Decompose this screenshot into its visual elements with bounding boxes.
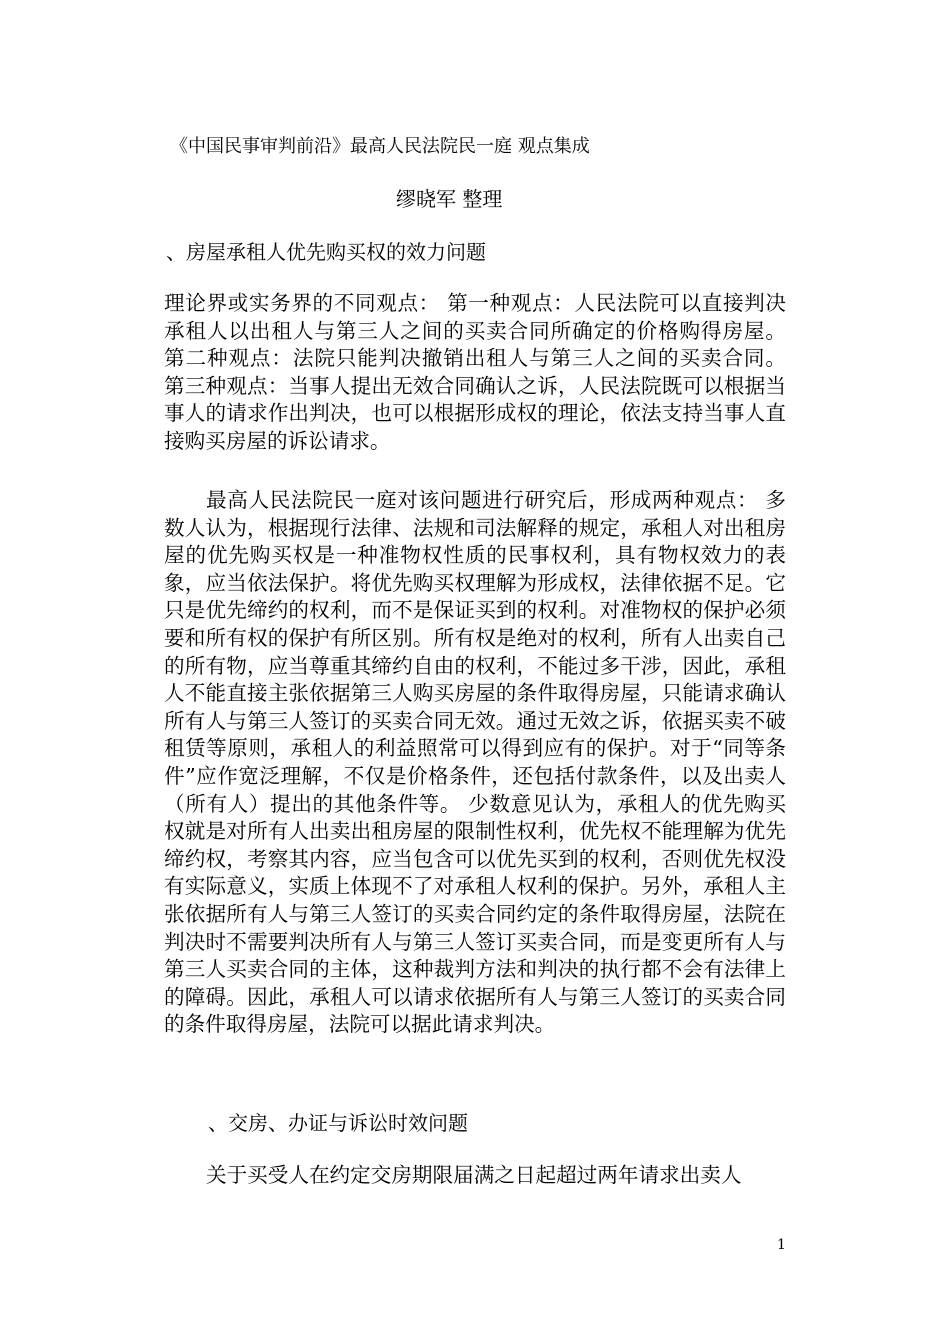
page-number: 1 <box>777 1237 786 1253</box>
section-heading-2: 、交房、办证与诉讼时效问题 <box>208 1111 468 1135</box>
paragraph-delivery: 关于买受人在约定交房期限届满之日起超过两年请求出卖人 <box>206 1163 742 1187</box>
document-author: 缪晓军 整理 <box>396 187 503 211</box>
section-heading-1: 、房屋承租人优先购买权的效力问题 <box>166 240 486 264</box>
document-title: 《中国民事审判前沿》最高人民法院民一庭 观点集成 <box>170 136 590 157</box>
paragraph-opinions: 理论界或实务界的不同观点： 第一种观点：人民法院可以直接判决承租人以出租人与第三人之间的买卖合同所确定的价格购得房屋。 第二种观点：法院只能判决撤销出租人与第三人之间的买卖合同。 第三种观点：当事人提出无效合同确认之诉，人民法院既可以根据当事人的请求作出判决，也可以根据形成权的理论，依法支持当事人直接购买房屋的诉讼请求。 <box>164 291 786 453</box>
paragraph-court-research: 最高人民法院民一庭对该问题进行研究后，形成两种观点： 多数人认为，根据现行法律、法规和司法解释的规定，承租人对出租房屋的优先购买权是一种准物权性质的民事权利，具有物权效力的表象，应当依法保护。将优先购买权理解为形成权，法律依据不足。它只是优先缔约的权利，而不是保证买到的权利。对准物权的保护必须要和所有权的保护有所区别。所有权是绝对的权利，所有人出卖自己的所有物，应当尊重其缔约自由的权利，不能过多干涉，因此，承租人不能直接主张依据第三人购买房屋的条件取得房屋，只能请求确认所有人与第三人签订的买卖合同无效。通过无效之诉，依据买卖不破租赁等原则，承租人的利益照常可以得到应有的保护。对于“同等条件”应作宽泛理解，不仅是价格条件，还包括付款条件，以及出卖人（所有人）提出的其他条件等。 少数意见认为，承租人的优先购买权就是对所有人出卖出租房屋的限制性权利，优先权不能理解为优先缔约权，考察其内容，应当包含可以优先买到的权利，否则优先权没有实际意义，实质上体现不了对承租人权利的保护。另外，承租人主张依据所有人与第三人签订的买卖合同约定的条件取得房屋，法院在判决时不需要判决所有人与第三人签订买卖合同，而是变更所有人与第三人买卖合同的主体，这种裁判方法和判决的执行都不会有法律上的障碍。因此，承租人可以请求依据所有人与第三人签订的买卖合同的条件取得房屋，法院可以据此请求判决。 <box>164 488 786 1037</box>
